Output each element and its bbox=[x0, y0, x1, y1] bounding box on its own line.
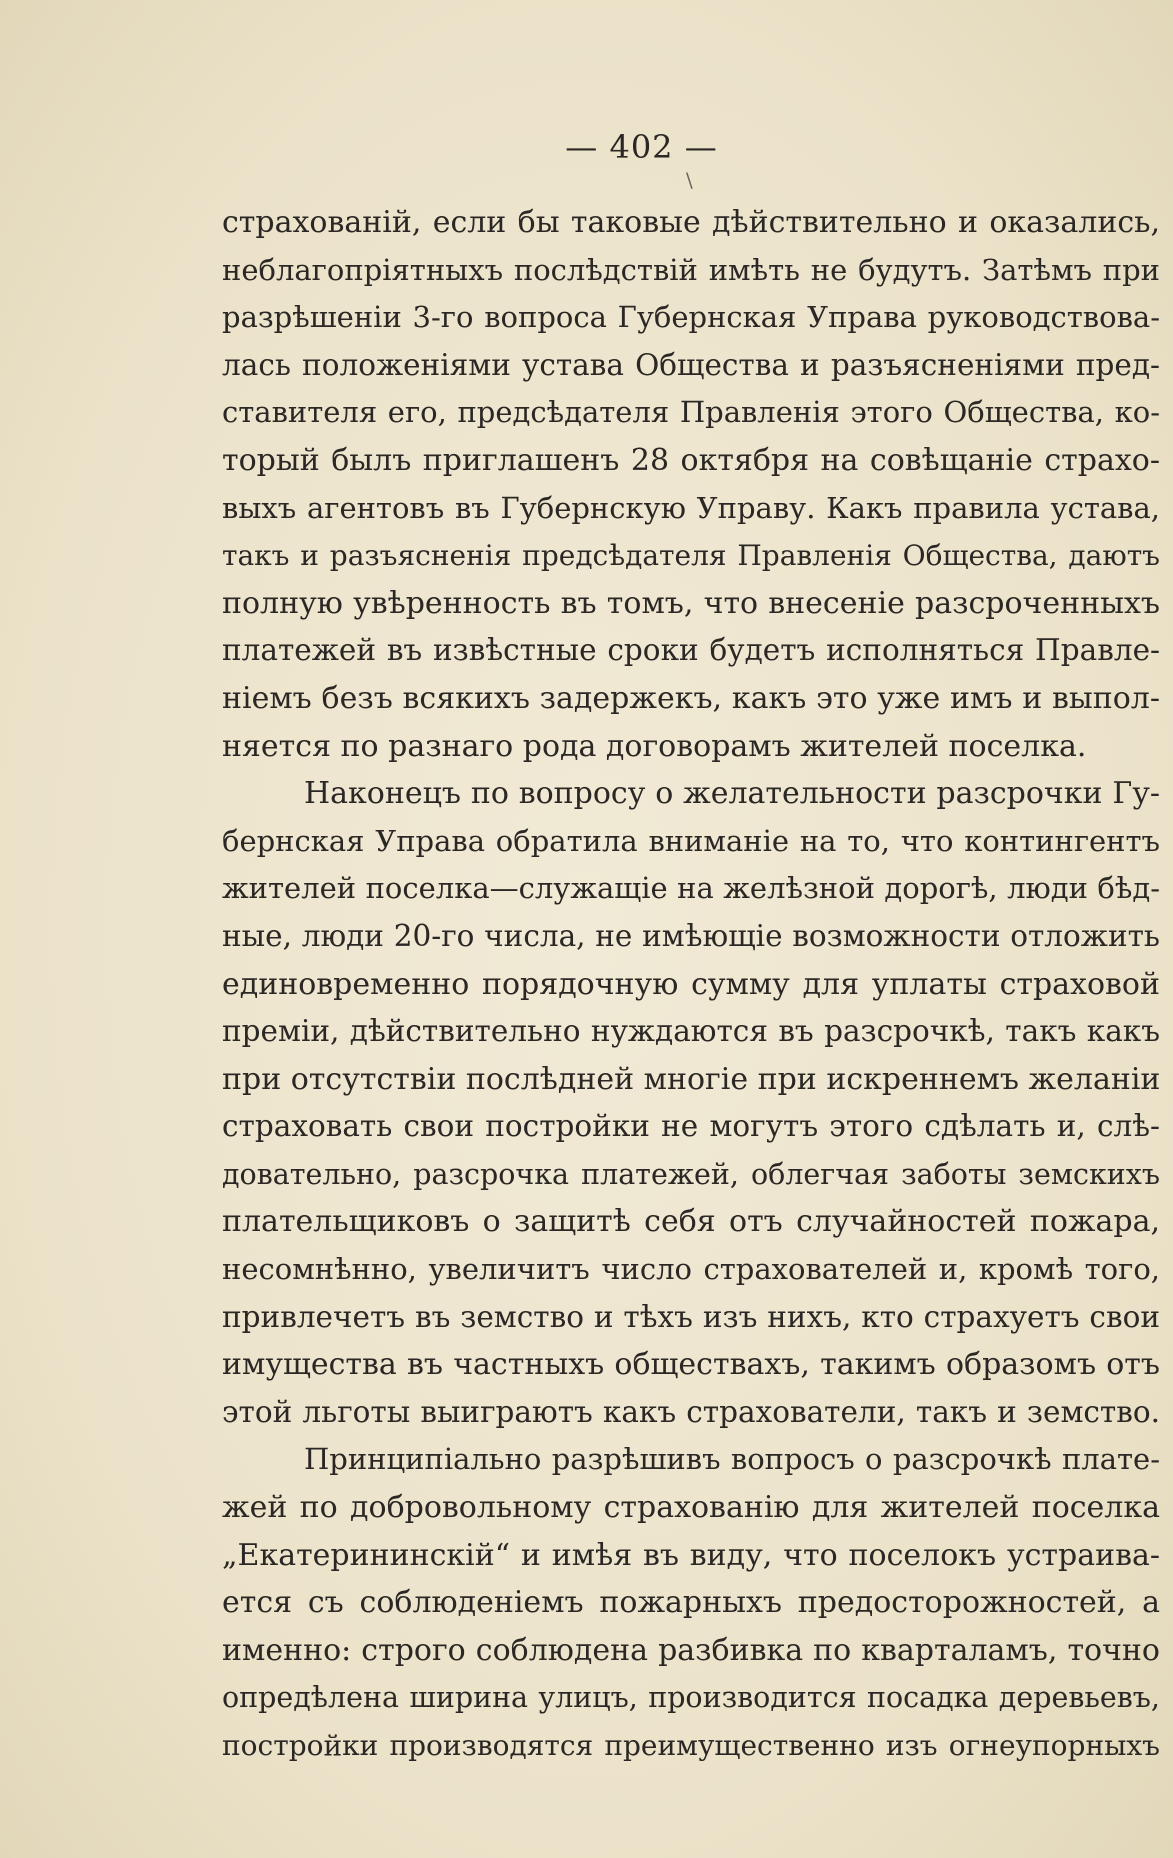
text-line: лась положеніями устава Общества и разъясненіями пред- bbox=[222, 347, 1160, 382]
body-text bbox=[222, 199, 1160, 1770]
text-line: этой льготы выиграютъ какъ страхователи, такъ и земство. bbox=[222, 1394, 1160, 1429]
text-line: ставителя его, предсѣдателя Правленія этого Общества, ко- bbox=[222, 395, 1160, 430]
text-line: жей по добровольному страхованію для жителей поселка bbox=[222, 1490, 1160, 1526]
ink-speck: \ bbox=[686, 168, 693, 192]
text-line: имущества въ частныхъ обществахъ, такимъ образомъ отъ bbox=[222, 1347, 1160, 1383]
text-line: плательщиковъ о защитѣ себя отъ случайностей пожара, bbox=[222, 1204, 1160, 1240]
text-line: ные, люди 20-го числа, не имѣющіе возможности отложить bbox=[222, 918, 1160, 953]
text-line: несомнѣнно, увеличитъ число страхователей и, кромѣ того, bbox=[222, 1252, 1160, 1287]
text-line: такъ и разъясненія предсѣдателя Правленія Общества, даютъ bbox=[222, 539, 1160, 573]
text-line: опредѣлена ширина улицъ, производится посадка деревьевъ, bbox=[222, 1681, 1160, 1715]
text-line: довательно, разсрочка платежей, облегчая заботы земскихъ bbox=[222, 1157, 1160, 1191]
text-line: страховать свои постройки не могутъ этого сдѣлать и, слѣ- bbox=[222, 1109, 1160, 1144]
text-line: неблагопріятныхъ послѣдствій имѣть не будутъ. Затѣмъ при bbox=[222, 252, 1160, 287]
page-number: — 402 — bbox=[565, 128, 718, 166]
text-line: жителей поселка—служащіе на желѣзной дорогѣ, люди бѣд- bbox=[222, 871, 1160, 906]
text-line: ніемъ безъ всякихъ задержекъ, какъ это уже имъ и выпол- bbox=[222, 680, 1160, 716]
text-line: при отсутствіи послѣдней многіе при искреннемъ желаніи bbox=[222, 1061, 1160, 1097]
text-line: бернская Управа обратила вниманіе на то, что контингентъ bbox=[222, 823, 1160, 858]
text-line: „Екатерининскій“ и имѣя въ виду, что поселокъ устраива- bbox=[222, 1537, 1160, 1573]
text-line: полную увѣренность въ томъ, что внесеніе разсроченныхъ bbox=[222, 585, 1160, 621]
text-line: Наконецъ по вопросу о желательности разсрочки Гу- bbox=[304, 776, 1160, 812]
text-line: постройки производятся преимущественно изъ огнеупорныхъ bbox=[222, 1729, 1160, 1762]
text-line: страхованій, если бы таковые дѣйствительно и оказались, bbox=[222, 205, 1160, 240]
text-line: выхъ агентовъ въ Губернскую Управу. Какъ правила устава, bbox=[222, 490, 1160, 525]
text-line: Принципіально разрѣшивъ вопросъ о разсрочкѣ плате- bbox=[304, 1442, 1160, 1477]
text-line: ется съ соблюденіемъ пожарныхъ предосторожностей, а bbox=[222, 1585, 1160, 1621]
text-line: единовременно порядочную сумму для уплаты страховой bbox=[222, 966, 1160, 1002]
text-line: именно: строго соблюдена разбивка по кварталамъ, точно bbox=[222, 1632, 1160, 1668]
text-line: платежей въ извѣстные сроки будетъ исполняться Правле- bbox=[222, 633, 1160, 668]
text-line: привлечетъ въ земство и тѣхъ изъ нихъ, кто страхуетъ свои bbox=[222, 1299, 1160, 1334]
text-line: торый былъ приглашенъ 28 октября на совѣщаніе страхо- bbox=[222, 442, 1160, 478]
text-line: няется по разнаго рода договорамъ жителей поселка. bbox=[222, 728, 1087, 764]
text-line: разрѣшеніи 3-го вопроса Губернская Управа руководствова- bbox=[222, 300, 1160, 335]
text-line: преміи, дѣйствительно нуждаются въ разсрочкѣ, такъ какъ bbox=[222, 1014, 1160, 1049]
